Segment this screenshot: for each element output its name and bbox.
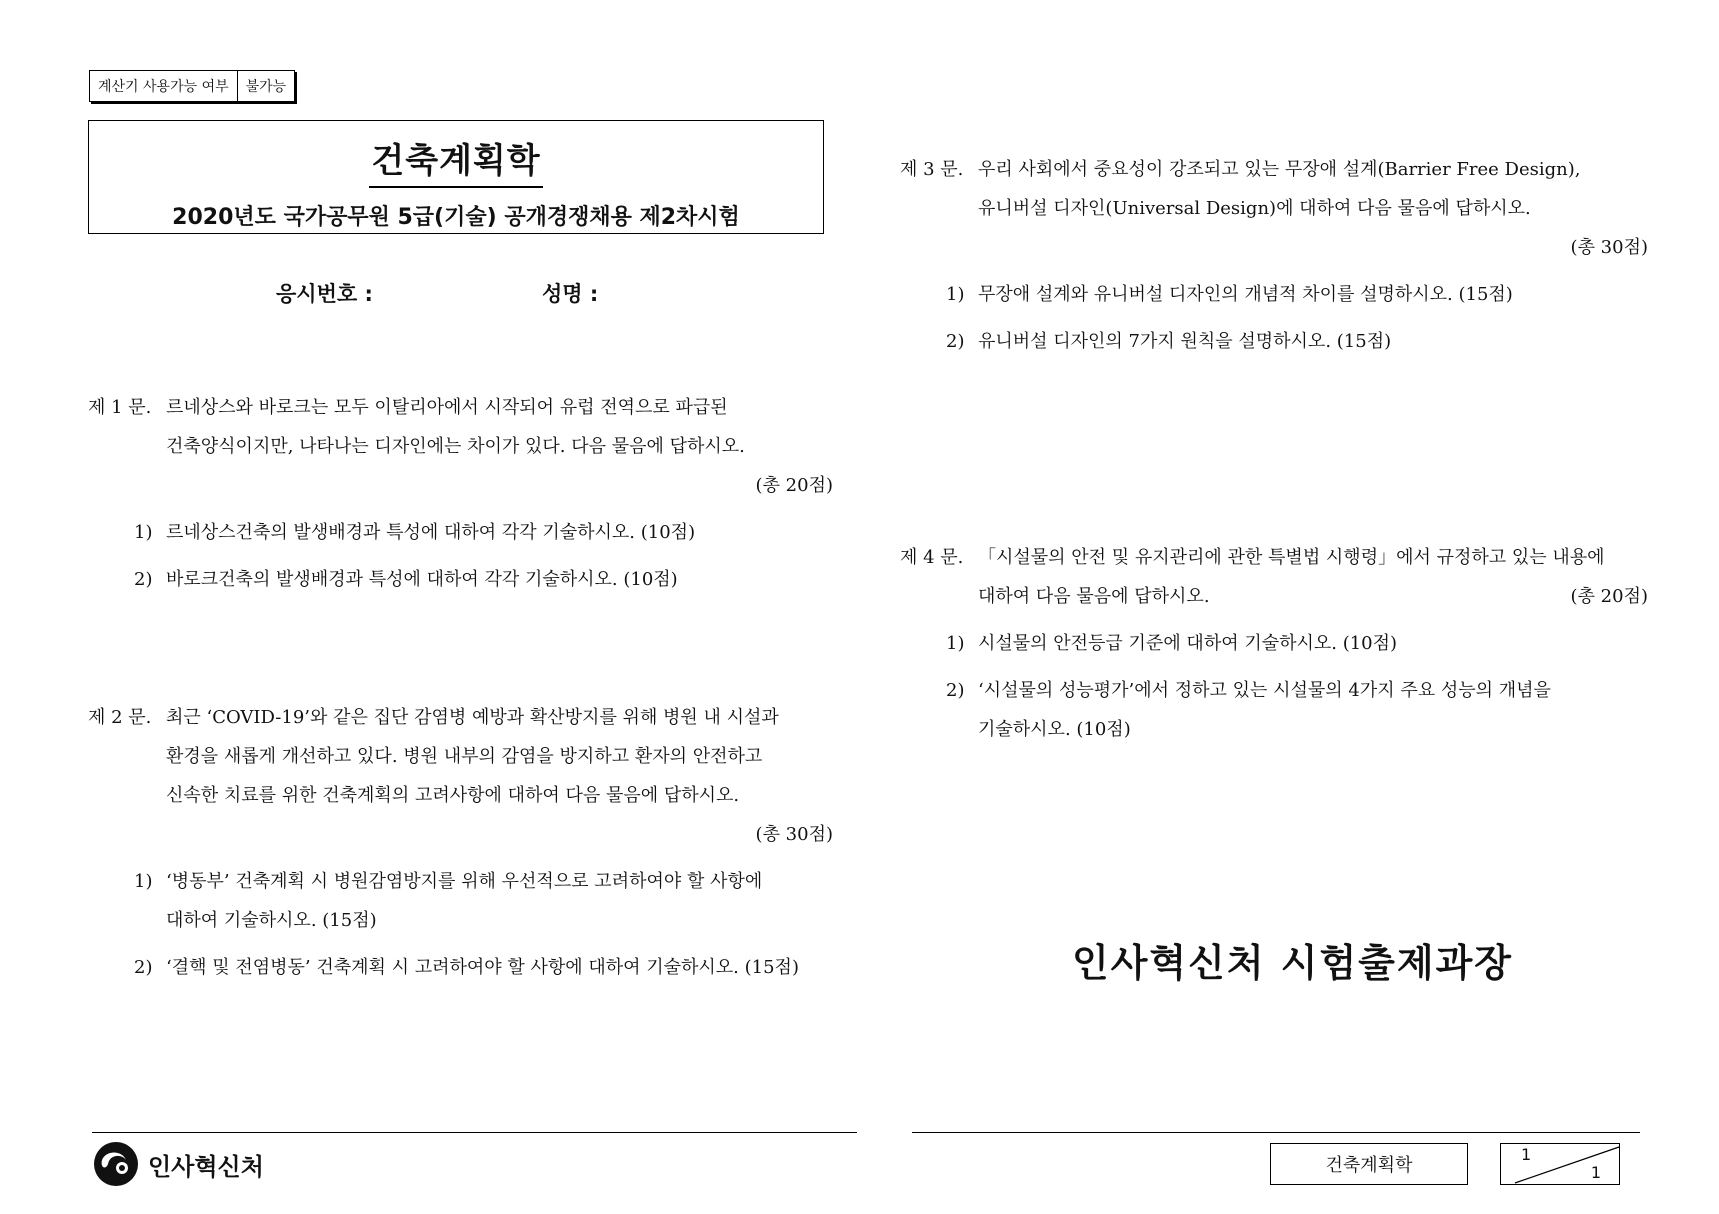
- question-text: 최근 ‘COVID-19’와 같은 집단 감염병 예방과 확산방지를 위해 병원 내 시설과: [166, 707, 779, 728]
- question-text: 우리 사회에서 중요성이 강조되고 있는 무장애 설계(Barrier Free Design),: [978, 159, 1581, 180]
- question-4: [900, 538, 1648, 749]
- question-number: 제 2 문.: [88, 707, 152, 728]
- question-text: 유니버설 디자인(Universal Design)에 대하여 다음 물음에 답하시오.: [978, 198, 1531, 219]
- question-score: (총 30점): [755, 824, 833, 845]
- question-number: 제 3 문.: [900, 159, 964, 180]
- page-indicator: [1500, 1143, 1620, 1185]
- question-3: [900, 150, 1648, 361]
- calculator-label: 계산기 사용가능 여부: [98, 79, 229, 95]
- calculator-value: 불가능: [237, 71, 295, 101]
- question-score: (총 20점): [755, 475, 833, 496]
- question-text: 대하여 다음 물음에 답하시오.: [978, 586, 1210, 607]
- issuer-title: 인사혁신처 시험출제과장: [1072, 941, 1514, 985]
- question-text: 「시설물의 안전 및 유지관리에 관한 특별법 시행령」에서 규정하고 있는 내용에: [978, 547, 1605, 568]
- ministry-logo: [92, 1140, 264, 1188]
- question-number: 제 4 문.: [900, 547, 964, 568]
- page-current: 1: [1521, 1145, 1532, 1164]
- question-number: 제 1 문.: [88, 397, 152, 418]
- sub-question: 1) 시설물의 안전등급 기준에 대하여 기술하시오. (10점): [946, 633, 1398, 654]
- sub-question: 1) 르네상스건축의 발생배경과 특성에 대하여 각각 기술하시오. (10점): [134, 522, 696, 543]
- subject-box: 건축계획학: [1270, 1143, 1468, 1185]
- footer-divider-left: [92, 1132, 857, 1133]
- question-score: (총 30점): [1570, 237, 1648, 258]
- question-text: 건축양식이지만, 나타나는 디자인에는 차이가 있다. 다음 물음에 답하시오.: [166, 436, 745, 457]
- calculator-usage-box: [89, 70, 295, 102]
- question-text: 르네상스와 바로크는 모두 이탈리아에서 시작되어 유럽 전역으로 파급된: [166, 397, 728, 418]
- name-label: 성명 :: [542, 282, 599, 306]
- taegeuk-logo-icon: [92, 1140, 140, 1188]
- exam-subtitle: 2020년도 국가공무원 5급(기술) 공개경쟁채용 제2차시험: [172, 205, 740, 230]
- sub-question: 2) 유니버설 디자인의 7가지 원칙을 설명하시오. (15점): [946, 331, 1392, 352]
- footer-divider-right: [912, 1132, 1640, 1133]
- sub-question: 1) 무장애 설계와 유니버설 디자인의 개념적 차이를 설명하시오. (15점): [946, 284, 1513, 305]
- question-text: 신속한 치료를 위한 건축계획의 고려사항에 대하여 다음 물음에 답하시오.: [166, 785, 740, 806]
- sub-question: 2) ‘결핵 및 전염병동’ 건축계획 시 고려하여야 할 사항에 대하여 기술하시오. (15점): [134, 957, 799, 978]
- exam-title: 건축계획학: [369, 133, 542, 188]
- question-1: [88, 388, 833, 599]
- title-box: [88, 120, 824, 234]
- logo-text: 인사혁신처: [148, 1152, 264, 1181]
- exam-number-label: 응시번호 :: [276, 282, 373, 306]
- sub-question: 2) 바로크건축의 발생배경과 특성에 대하여 각각 기술하시오. (10점): [134, 569, 678, 590]
- question-2: [88, 698, 833, 987]
- question-score: (총 20점): [1570, 586, 1648, 607]
- sub-question: 1) ‘병동부’ 건축계획 시 병원감염방지를 위해 우선적으로 고려하여야 할 사항에 대하여 기술하시오. (15점): [134, 871, 763, 931]
- page-total: 1: [1590, 1163, 1601, 1182]
- page-divider-diagonal: [1501, 1144, 1621, 1186]
- question-text: 환경을 새롭게 개선하고 있다. 병원 내부의 감염을 방지하고 환자의 안전하고: [166, 746, 763, 767]
- sub-question: 2) ‘시설물의 성능평가’에서 정하고 있는 시설물의 4가지 주요 성능의 개념을 기술하시오. (10점): [946, 680, 1551, 740]
